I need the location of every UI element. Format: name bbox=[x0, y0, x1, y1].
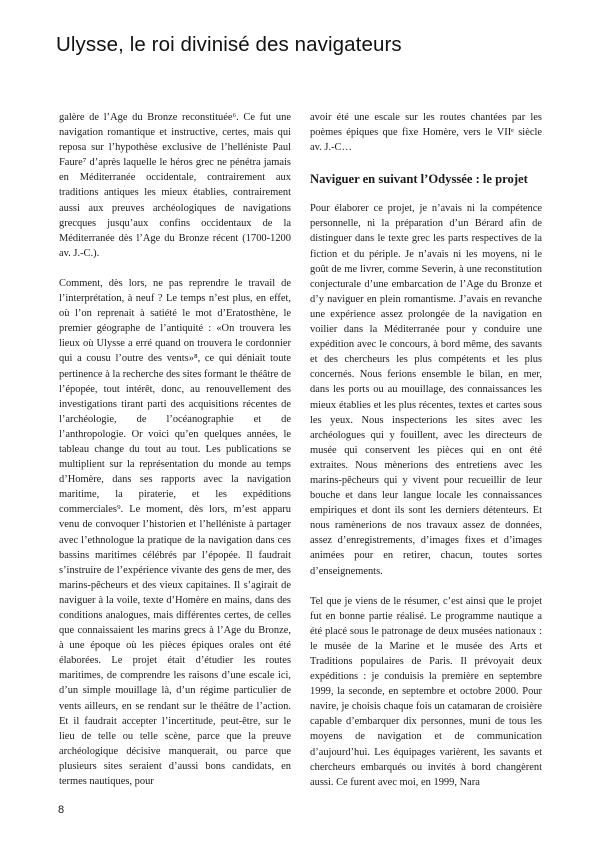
page-number: 8 bbox=[58, 804, 65, 816]
paragraph: galère de l’Age du Bronze reconstituée⁶. Ce fut une navigation romantique et instructive, certes, mais qui reposa sur l’hypothèse exclusive de l’helléniste Paul Faure⁷ d’après laquelle le héros grec ne pénétra jamais en Méditerranée occidentale, contrairement aux traditions antiques les mieux établies, contrairement aussi aux preuves archéologiques de navigations grecques jusqu’aux confins occidentaux de la Méditerranée dès l’Age du Bronze récent (1700-1200 av. J.-C.). bbox=[59, 112, 291, 259]
right-column bbox=[310, 110, 542, 805]
paragraph: Comment, dès lors, ne pas reprendre le travail de l’interprétation, à neuf ? Le temps n’est plus, en effet, où l’on reprenait à satiété le mot d’Eratosthène, le premier géographe de l’antiquité : «On trouvera les lieux où Ulysse a erré quand on trouvera le cordonnier qui a cousu l’outre des vents»⁸, ce qui déniait toute pertinence à la recherche des sites formant le théâtre de l’épopée, tout intérêt, donc, au renouvellement des investigations tirant parti des acquisitions récentes de l’archéologie, de l’océanographie et de l’anthropologie. Or voici qu’en quelques années, le tableau change du tout au tout. Les publications se multiplient sur la représentation du monde au temps d’Homère, dans ses rapports avec la navigation maritime, la piraterie, et les expéditions commerciales⁹. Le moment, dès lors, m’est apparu venu de convoquer l’historien et l’helléniste à partager avec l’ethnologue la pratique de la navigation dans ces bassins maritimes célébrés par l’épopée. Il faudrait s’instruire de l’expérience vivante des gens de mer, des marins-pêcheurs et des vieux capitaines. Il s’agirait de naviguer à la voile, texte d’Homère en mains, dans des conditions analogues, mais différentes certes, de celles que connaissaient les marins grecs à l’Age du Bronze, à une époque où les pièces épiques orales ont été élaborées. Le projet était d’étudier les routes maritimes, de comprendre les raisons d’une escale ici, d’un simple mouillage là, d’un régime particulier de vents ailleurs, en se rendant sur le théâtre de l’action. Et il faudrait accepter l’incertitude, peut-être, sur le lieu de telle ou telle scène, parce que la preuve archéologique décisive manquerait, ou parce que plusieurs sites seraient d’aussi bons candidats, en termes nautiques, pour bbox=[59, 277, 291, 788]
paragraph: avoir été une escale sur les routes chantées par les poèmes épiques que fixe Homère, vers le VIIᵉ siècle av. J.-C… bbox=[310, 112, 542, 154]
paragraph: Pour élaborer ce projet, je n’avais ni la compétence personnelle, ni la préparation d’un Bérard afin de distinguer dans le texte grec les parts respectives de la fiction et du périple. Je n’avais ni les moyens, ni le goût de me livrer, comme Severin, à une reconstitution conjecturale d’une embarcation de l’Age du Bronze et d’y naviguer en plein romantisme. J’avais en revanche une expérience assez prolongée de la navigation en voilier dans la Méditerranée pour y conduire une expédition avec le concours, à bord même, des savants et des chercheurs les plus compétents et les plus concernés. Nous ferions ensemble le bilan, en mer, dans les ports ou au mouillage, des connaissances les mieux établies et les plus récentes, textes et cartes sous les yeux. Nous inspecterions les sites avec les archéologues qui y fouillent, avec les directeurs de musée qui conservent les pièces qui en ont été extraites. Nous mènerions des entretiens avec les marins-pêcheurs qui y vivent pour recueillir de leur bouche et dans leur langue locale les connaissances empiriques et dont ils sont les derniers détenteurs. Et nous ramènerions de nos travaux assez de données, assez d’enregistrements, d’images fixes et d’images animées pour en retirer, chacun, toutes sortes d’enseignements. bbox=[310, 203, 542, 577]
paragraph: Tel que je viens de le résumer, c’est ainsi que le projet fut en bonne partie réalisé. Le programme nautique a été placé sous le patronage de deux musées nationaux : le musée de la Marine et le musée des Arts et Traditions populaires de Paris. Il prévoyait deux expéditions : je conduisis la première en septembre 1999, la seconde, en septembre et octobre 2000. Pour navire, je choisis chaque fois un catamaran de croisière capable d’embarquer dix personnes, muni de tous les moyens de navigation et de communication d’aujourd’hui. Les équipages varièrent, les savants et chercheurs embarqués ou invités à bord changèrent aussi. Ce furent avec moi, en 1999, Nara bbox=[310, 595, 542, 788]
section-heading: Naviguer en suivant l’Odyssée : le projet bbox=[310, 172, 528, 187]
running-title: Ulysse, le roi divinisé des navigateurs bbox=[56, 33, 402, 56]
left-column bbox=[59, 110, 291, 804]
